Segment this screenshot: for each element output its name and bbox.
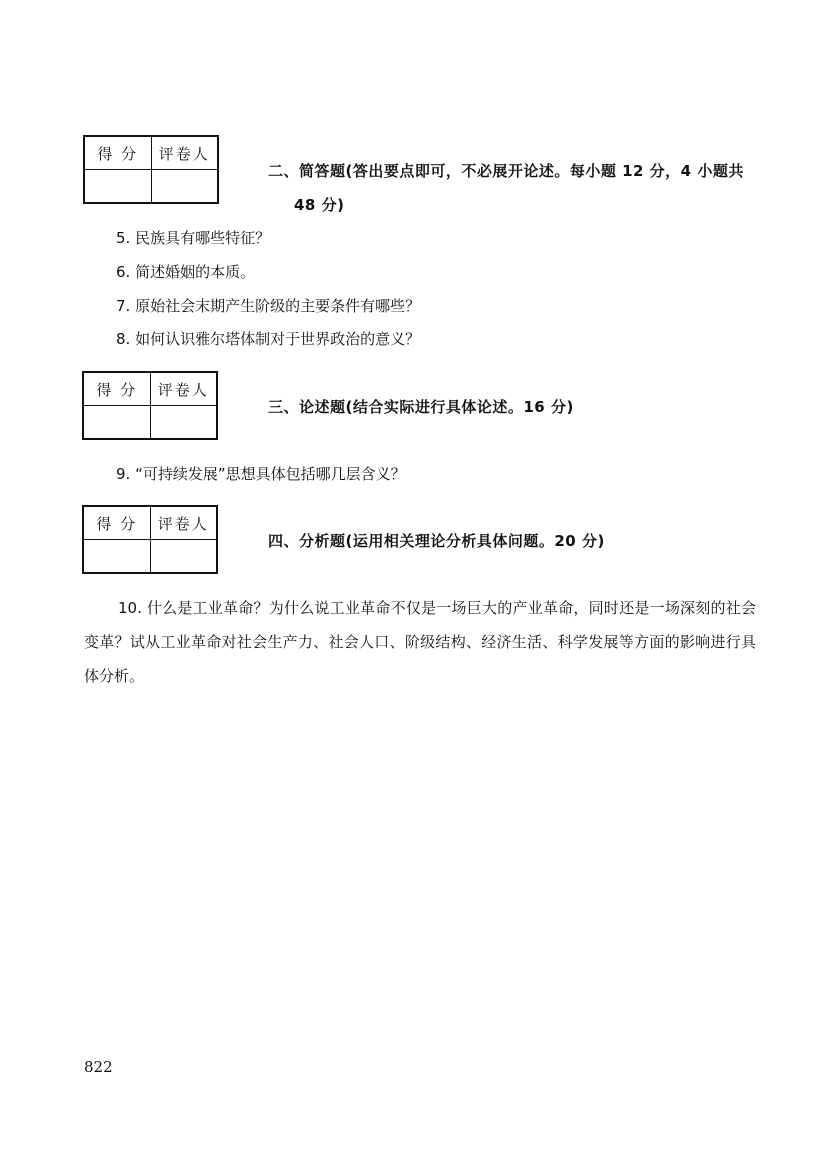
grader-cell — [151, 170, 218, 204]
question-8: 8. 如何认识雅尔塔体制对于世界政治的意义？ — [116, 330, 421, 348]
score-cell — [84, 170, 151, 204]
score-box-section3 — [82, 371, 218, 440]
question-7: 7. 原始社会末期产生阶级的主要条件有哪些？ — [116, 297, 421, 315]
section2-heading-line1: 二、简答题(答出要点即可，不必展开论述。每小题 12 分，4 小题共 — [268, 162, 744, 180]
score-label: 得 分 — [83, 372, 150, 406]
score-cell — [83, 406, 150, 440]
question-10: 10. 什么是工业革命？为什么说工业革命不仅是一场巨大的产业革命，同时还是一场深刻的社会变革？试从工业革命对社会生产力、社会人口、阶级结构、经济生活、科学发展等方面的影响进行具体分析。 — [84, 599, 756, 685]
section2-heading-line2: 48 分) — [294, 196, 345, 214]
grader-label: 评卷人 — [150, 506, 217, 540]
score-cell — [83, 540, 150, 574]
section3-heading: 三、论述题(结合实际进行具体论述。16 分) — [268, 398, 574, 416]
score-label: 得 分 — [84, 136, 151, 170]
grader-label: 评卷人 — [151, 136, 218, 170]
grader-label: 评卷人 — [150, 372, 217, 406]
score-box-section2 — [83, 135, 219, 204]
score-box-section4 — [82, 505, 218, 574]
page-number: 822 — [84, 1058, 113, 1076]
section4-heading: 四、分析题(运用相关理论分析具体问题。20 分) — [268, 532, 605, 550]
score-label: 得 分 — [83, 506, 150, 540]
question-6: 6. 简述婚姻的本质。 — [116, 263, 256, 281]
grader-cell — [150, 406, 217, 440]
question-5: 5. 民族具有哪些特征？ — [116, 229, 271, 247]
question-9: 9. “可持续发展”思想具体包括哪几层含义？ — [116, 465, 406, 483]
grader-cell — [150, 540, 217, 574]
